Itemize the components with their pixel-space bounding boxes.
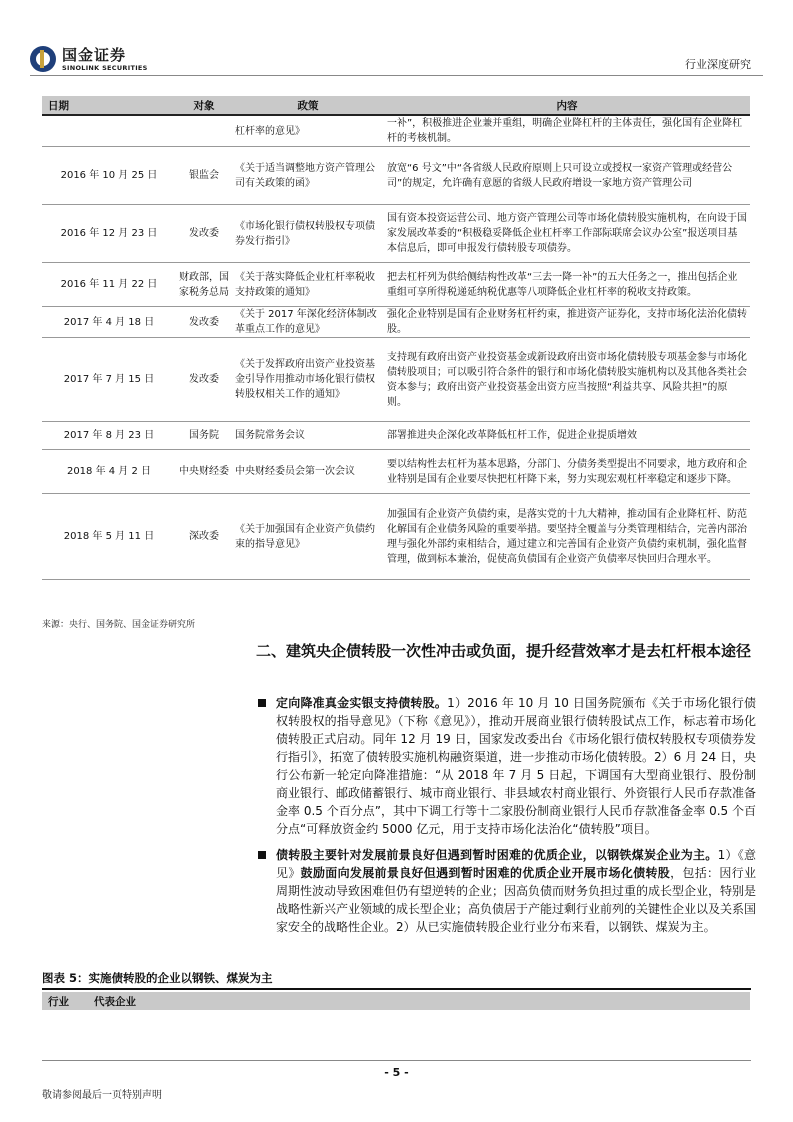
bullet-lead: 定向降准真金实银支持债转股。 <box>276 696 448 710</box>
square-bullet-icon <box>258 851 266 859</box>
cell-content: 一补”，积极推进企业兼并重组，明确企业降杠杆的主体责任，强化国有企业降杠杆的考核机制。 <box>384 115 750 147</box>
bullet-item <box>256 846 756 936</box>
bullet-text: 1）2016 年 10 月 10 日国务院颁布《关于市场化银行债权转股权的指导意见》（下称《意见》），推动开展商业银行债转股试点工作，标志着市场化债转股正式启动。同年 12 月 19 日，国家发改委出台《市场化银行债权转股权专项债券发行指引》，拓宽了债转股实施机构融资渠道，进一步推动市场化债转股。2）6 月 24 日，央行公布新一轮定向降准措施：“从 2018 年 7 月 5 日起，下调国有大型商业银行、股份制商业银行、邮政储蓄银行、城市商业银行、非县域农村商业银行、外资银行人民币存款准备金率 0.5 个百分点”，其中下调工行等十二家股份制商业银行人民币存款准备金率 0.5 个百分点“可释放资金约 5000 亿元，用于支持市场化法治化“债转股”项目。 <box>276 696 757 836</box>
square-bullet-icon <box>258 699 266 707</box>
bullet-lead-2: 鼓励面向发展前景良好但遇到暂时困难的优质企业开展市场化债转股 <box>300 866 671 880</box>
table-row <box>42 263 750 307</box>
figure-column-companies: 代表企业 <box>94 996 136 1008</box>
table-row <box>42 338 750 422</box>
cell-policy: 《市场化银行债权转股权专项债券发行指引》 <box>232 205 384 263</box>
cell-policy: 《关于发挥政府出资产业投资基金引导作用推动市场化银行债权转股权相关工作的通知》 <box>232 338 384 422</box>
report-type: 行业深度研究 <box>685 58 751 71</box>
cell-org: 发改委 <box>176 205 232 263</box>
cell-content: 部署推进央企深化改革降低杠杆工作，促进企业提质增效 <box>384 422 750 450</box>
footer-divider <box>42 1060 751 1061</box>
logo-name-en: SINOLINK SECURITIES <box>62 63 148 72</box>
cell-date: 2017 年 8 月 23 日 <box>42 422 176 450</box>
cell-date: 2018 年 5 月 11 日 <box>42 494 176 580</box>
cell-org: 发改委 <box>176 338 232 422</box>
cell-org: 国务院 <box>176 422 232 450</box>
cell-content: 国有资本投资运营公司、地方资产管理公司等市场化债转股实施机构，在向设于国家发展改革委的“积极稳妥降低企业杠杆率工作部际联席会议办公室”报送项目基本信息后，即可申报发行债转股专项债券。 <box>384 205 750 263</box>
column-header-policy: 政策 <box>232 96 384 115</box>
cell-date: 2018 年 4 月 2 日 <box>42 450 176 494</box>
table-row <box>42 422 750 450</box>
column-header-date: 日期 <box>42 96 176 115</box>
cell-content: 要以结构性去杠杆为基本思路，分部门、分债务类型提出不同要求，地方政府和企业特别是国有企业要尽快把杠杆降下来，努力实现宏观杠杆率稳定和逐步下降。 <box>384 450 750 494</box>
table-row <box>42 307 750 338</box>
cell-content: 把去杠杆列为供给侧结构性改革“三去一降一补”的五大任务之一，推出包括企业重组可享所得税递延纳税优惠等八项降低企业杠杆率的税收支持政策。 <box>384 263 750 307</box>
bullet-item <box>256 694 756 838</box>
cell-date: 2017 年 7 月 15 日 <box>42 338 176 422</box>
cell-policy: 中央财经委员会第一次会议 <box>232 450 384 494</box>
table-row <box>42 205 750 263</box>
table-row <box>42 147 750 205</box>
figure-title: 图表 5：实施债转股的企业以钢铁、煤炭为主 <box>42 971 273 985</box>
bullet-mid: 1）《意见》 <box>276 848 756 880</box>
logo-icon <box>30 46 56 72</box>
cell-date: 2017 年 4 月 18 日 <box>42 307 176 338</box>
cell-policy: 《关于 2017 年深化经济体制改革重点工作的意见》 <box>232 307 384 338</box>
figure-divider <box>42 988 751 990</box>
section-title: 二、建筑央企债转股一次性冲击或负面，提升经营效率才是去杠杆根本途径 <box>256 642 752 660</box>
cell-policy: 国务院常务会议 <box>232 422 384 450</box>
company-logo <box>30 46 148 72</box>
cell-content: 强化企业特别是国有企业财务杠杆约束，推进资产证券化，支持市场化法治化债转股。 <box>384 307 750 338</box>
bullet-lead: 债转股主要针对发展前景良好但遇到暂时困难的优质企业，以钢铁煤炭企业为主。 <box>276 848 718 862</box>
page-header <box>0 0 793 80</box>
cell-org: 银监会 <box>176 147 232 205</box>
cell-org: 中央财经委 <box>176 450 232 494</box>
policy-table <box>42 96 750 580</box>
cell-date: 2016 年 12 月 23 日 <box>42 205 176 263</box>
figure-table-header <box>42 992 750 1010</box>
disclaimer-note: 敬请参阅最后一页特别声明 <box>42 1090 162 1101</box>
cell-org: 财政部，国家税务总局 <box>176 263 232 307</box>
column-header-content: 内容 <box>384 96 750 115</box>
table-header-row <box>42 96 750 115</box>
cell-date <box>42 115 176 147</box>
figure-column-industry: 行业 <box>48 996 69 1008</box>
cell-policy: 杠杆率的意见》 <box>232 115 384 147</box>
page-number: - 5 - <box>384 1066 409 1079</box>
cell-content: 放宽“6 号文”中“各省级人民政府原则上只可设立或授权一家资产管理或经营公司”的规定，允许确有意愿的省级人民政府增设一家地方资产管理公司 <box>384 147 750 205</box>
bullet-text: ，包括：因行业周期性波动导致困难但仍有望逆转的企业；因高负债而财务负担过重的成长型企业，特别是战略性新兴产业领域的成长型企业；高负债居于产能过剩行业前列的关键性企业以及关系国家安全的战略性企业。2）从已实施债转股企业行业分布来看，以钢铁、煤炭为主。 <box>276 866 757 934</box>
cell-org: 发改委 <box>176 307 232 338</box>
bullet-list <box>256 694 756 944</box>
table-row <box>42 450 750 494</box>
logo-name-cn: 国金证券 <box>62 45 127 64</box>
table-source: 来源：央行、国务院、国金证券研究所 <box>42 620 196 630</box>
cell-date: 2016 年 11 月 22 日 <box>42 263 176 307</box>
cell-org: 深改委 <box>176 494 232 580</box>
cell-org <box>176 115 232 147</box>
header-divider <box>30 75 763 76</box>
cell-policy: 《关于落实降低企业杠杆率税收支持政策的通知》 <box>232 263 384 307</box>
cell-content: 支持现有政府出资产业投资基金或新设政府出资市场化债转股专项基金参与市场化债转股项目；可以吸引符合条件的银行和市场化债转股实施机构以及其他各类社会资本参与；政府出资产业投资基金出资方应当按照“利益共享、风险共担”的原则。 <box>384 338 750 422</box>
cell-policy: 《关于加强国有企业资产负债约束的指导意见》 <box>232 494 384 580</box>
table-row <box>42 494 750 580</box>
cell-date: 2016 年 10 月 25 日 <box>42 147 176 205</box>
cell-content: 加强国有企业资产负债约束，是落实党的十九大精神，推动国有企业降杠杆、防范化解国有企业债务风险的重要举措。要坚持全覆盖与分类管理相结合，完善内部治理与强化外部约束相结合，通过建立和完善国有企业资产负债约束机制，强化监督管理，做到标本兼治，促使高负债国有企业资产负债率尽快回归合理水平。 <box>384 494 750 580</box>
table-row <box>42 115 750 147</box>
column-header-org: 对象 <box>176 96 232 115</box>
cell-policy: 《关于适当调整地方资产管理公司有关政策的函》 <box>232 147 384 205</box>
